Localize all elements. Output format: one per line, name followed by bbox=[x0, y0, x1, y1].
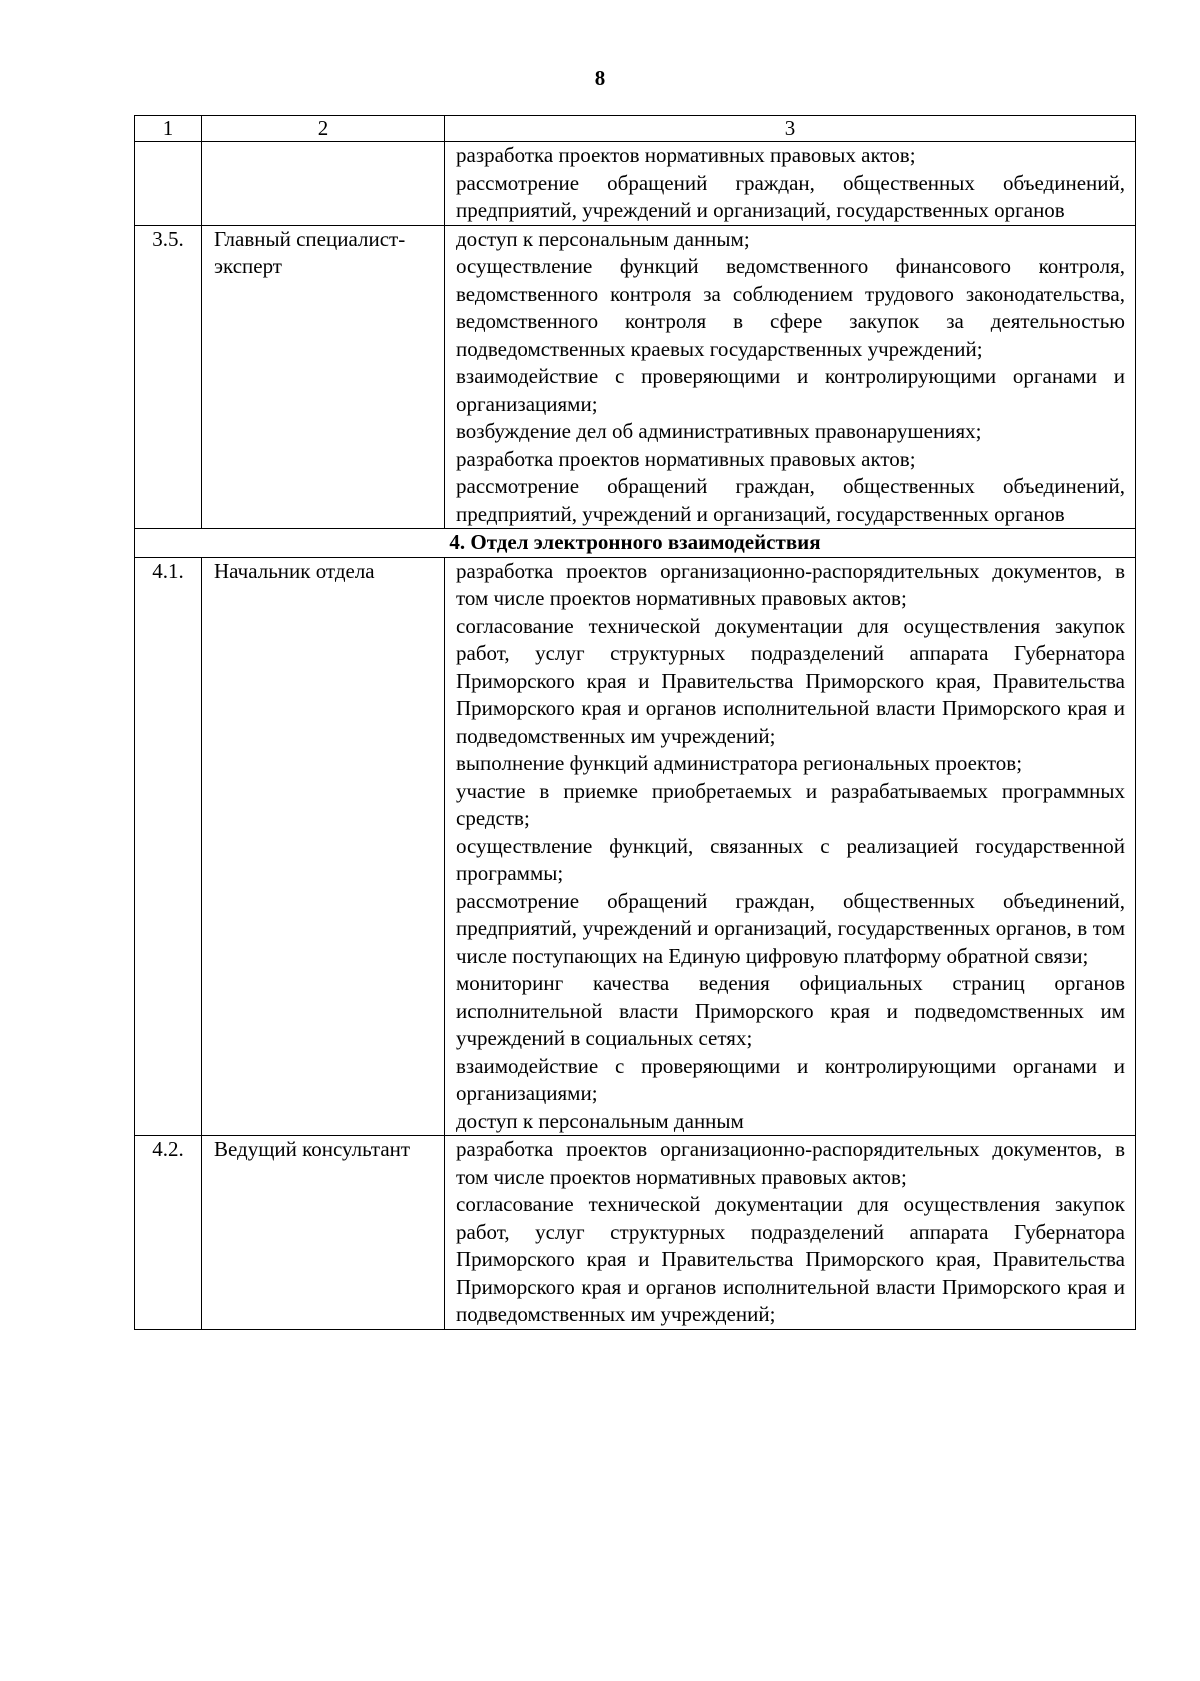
duties-table bbox=[134, 115, 1136, 1330]
duty-item: взаимодействие с проверяющими и контролирующими органами и организациями; bbox=[456, 1053, 1125, 1105]
duty-item: разработка проектов организационно-распорядительных документов, в том числе проектов нормативных правовых актов; bbox=[456, 558, 1125, 610]
duty-item: доступ к персональным данным bbox=[456, 1108, 744, 1133]
header-col-2: 2 bbox=[202, 116, 445, 142]
duty-item: выполнение функций администратора региональных проектов; bbox=[456, 751, 1023, 775]
duties-cell bbox=[445, 225, 1136, 529]
duty-item: осуществление функций ведомственного финансового контроля, ведомственного контроля за соблюдением трудового законодательства, ведомственного контроля в сфере закупок за деятельностью подведомственных краевых государственных учреждений; bbox=[456, 254, 1125, 361]
duty-item: разработка проектов организационно-распорядительных документов, в том числе проектов нормативных правовых актов; bbox=[456, 1137, 1125, 1189]
duty-item: рассмотрение обращений граждан, общественных объединений, предприятий, учреждений и организаций, государственных органов, в том числе поступающих на Единую цифровую платформу обратной связи; bbox=[456, 888, 1125, 968]
row-number: 3.5. bbox=[135, 225, 202, 529]
table-header-row bbox=[135, 116, 1136, 142]
table-row bbox=[135, 142, 1136, 226]
row-number: 4.2. bbox=[135, 1136, 202, 1330]
duties-cell bbox=[445, 142, 1136, 226]
duties-cell bbox=[445, 557, 1136, 1136]
table-row bbox=[135, 557, 1136, 1136]
duty-item: согласование технической документации для осуществления закупок работ, услуг структурных подразделений аппарата Губернатора Приморского края и Правительства Приморского края, Правительства Приморского края и органов исполнительной власти Приморского края и подведомственных им учреждений; bbox=[456, 613, 1125, 748]
duty-item: возбуждение дел об административных правонарушениях; bbox=[456, 419, 982, 443]
duty-item: участие в приемке приобретаемых и разрабатываемых программных средств; bbox=[456, 778, 1125, 830]
duty-item: мониторинг качества ведения официальных страниц органов исполнительной власти Приморского края и подведомственных им учреждений в социальных сетях; bbox=[456, 971, 1125, 1050]
duty-item: взаимодействие с проверяющими и контролирующими органами и организациями; bbox=[456, 364, 1125, 416]
position-cell bbox=[202, 142, 445, 226]
position-cell: Главный специалист-эксперт bbox=[202, 225, 445, 529]
row-number bbox=[135, 142, 202, 226]
duty-item: доступ к персональным данным; bbox=[456, 226, 750, 251]
section-title: 4. Отдел электронного взаимодействия bbox=[135, 529, 1136, 558]
position-cell: Ведущий консультант bbox=[202, 1136, 445, 1330]
duty-item: рассмотрение обращений граждан, общественных объединений, предприятий, учреждений и организаций, государственных органов bbox=[456, 170, 1125, 222]
duty-item: согласование технической документации для осуществления закупок работ, услуг структурных подразделений аппарата Губернатора Приморского края и Правительства Приморского края, Правительства Приморского края и органов исполнительной власти Приморского края и подведомственных им учреждений; bbox=[456, 1192, 1125, 1326]
table-row bbox=[135, 225, 1136, 529]
table-row bbox=[135, 1136, 1136, 1330]
header-col-1: 1 bbox=[135, 116, 202, 142]
section-heading-row bbox=[135, 529, 1136, 558]
duty-item: осуществление функций, связанных с реализацией государственной программы; bbox=[456, 833, 1125, 885]
duty-item: рассмотрение обращений граждан, общественных объединений, предприятий, учреждений и организаций, государственных органов bbox=[456, 474, 1125, 526]
duties-cell bbox=[445, 1136, 1136, 1330]
duty-item: разработка проектов нормативных правовых актов; bbox=[456, 143, 916, 167]
page-number: 8 bbox=[594, 66, 606, 90]
position-cell: Начальник отдела bbox=[202, 557, 445, 1136]
row-number: 4.1. bbox=[135, 557, 202, 1136]
duty-item: разработка проектов нормативных правовых актов; bbox=[456, 446, 916, 471]
header-col-3: 3 bbox=[445, 116, 1136, 142]
